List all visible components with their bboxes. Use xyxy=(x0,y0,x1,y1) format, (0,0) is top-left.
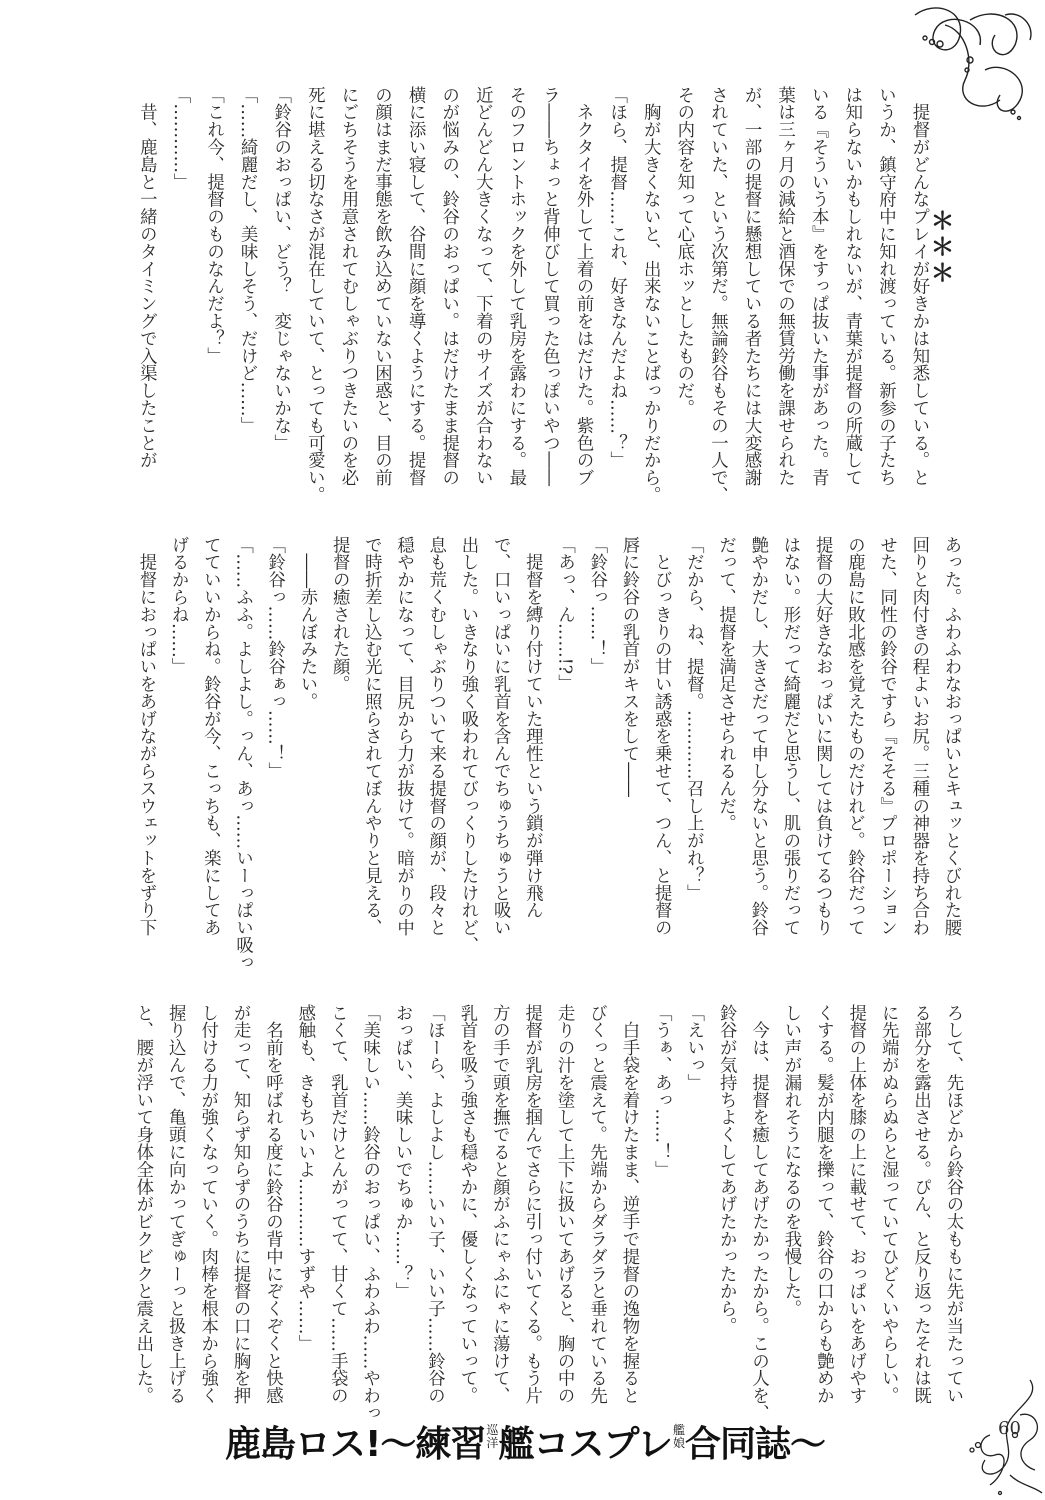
text-column: せた、同性の鈴谷ですら『そそる』プロポーション xyxy=(876,536,897,937)
text-column: に先端がぬらぬらと湿っていてひどくいやらしい。 xyxy=(878,1004,899,1405)
text-column: 死に堪える切なさが混在していて、とっても可愛い。 xyxy=(304,86,325,504)
text-column: てていいからね。鈴谷が今、こっちも、楽にしてあ xyxy=(200,536,221,937)
text-column: そのフロントホックを外して乳房を露わにする。最 xyxy=(505,86,526,487)
text-column: 今は、提督を癒してあげたかったから。この人を、 xyxy=(748,1004,769,1422)
text-column: 「鈴谷のおっぱい、どう？ 変じゃないかな」 xyxy=(270,86,291,452)
text-column: 胸が大きくないと、出来ないことばっかりだから。 xyxy=(640,86,661,504)
text-column: はない。形だって綺麗だと思うし、肌の張りだって xyxy=(779,536,800,937)
text-column: 提督の大好きなおっぱいに関しては負けてるつもり xyxy=(812,536,833,937)
text-column: のが悩みの、鈴谷のおっぱい。はだけたまま提督の xyxy=(438,86,459,487)
text-column: 提督におっぱいをあげながらスウェットをずり下 xyxy=(135,536,156,937)
text-column: いる『そういう本』をすっぱ抜いた事があった。青 xyxy=(808,86,829,487)
text-column: 「えいっ」 xyxy=(683,1004,704,1091)
title-ruby-2 xyxy=(673,1422,685,1450)
text-column: 走りの汁を塗して上下に扱いてあげると、胸の中の xyxy=(554,1004,575,1405)
text-column: 出した。いきなり強く吸われてびっくりしたけれど、 xyxy=(457,536,478,954)
text-column: とびっきりの甘い誘惑を乗せて、つん、と提督の xyxy=(651,536,672,937)
text-column: 提督がどんなプレイが好きかは知悉している。と xyxy=(909,86,929,487)
text-column: いうか、鎮守府中に知れ渡っている。新参の子たち xyxy=(875,86,896,487)
text-column: 穏やかになって、目尻から力が抜けて。暗がりの中 xyxy=(393,536,414,937)
book-title xyxy=(225,1416,825,1467)
text-column: だって、提督を満足させられるんだ。 xyxy=(715,536,736,832)
text-column: くする。髪が内腿を擽って、鈴谷の口からも艶めか xyxy=(813,1004,834,1405)
text-column: は知らないかもしれないが、青葉が提督の所蔵して xyxy=(841,86,862,487)
text-tier-middle xyxy=(130,536,967,971)
section-break-asterisks: ＊＊＊ xyxy=(926,208,955,286)
ruby-top: 巡 xyxy=(486,1422,498,1437)
text-column: 回りと肉付きの程よいお尻。三種の神器を持ち合わ xyxy=(908,536,929,937)
text-column: 名前を呼ばれる度に鈴谷の背中にぞくぞくと快感 xyxy=(262,1004,283,1405)
text-column: ラ――ちょっと背伸びして買った色っぽいやつ―― xyxy=(539,86,560,487)
text-column: げるからね……」 xyxy=(168,536,189,676)
text-column: 「鈴谷っ……！」 xyxy=(586,536,607,676)
text-column: と、腰が浮いて身体全体がビクビクと震え出した。 xyxy=(132,1004,153,1405)
text-column: 横に添い寝して、谷間に顔を導くようにする。提督 xyxy=(405,86,426,487)
text-column: が、一部の提督に懸想している者たちには大変感謝 xyxy=(741,86,762,487)
ruby-top: 艦 xyxy=(673,1422,685,1437)
text-column: おっぱい、美味しいでちゅか……？」 xyxy=(392,1004,413,1300)
text-column: 「鈴谷っ……鈴谷ぁっ……！」 xyxy=(264,536,285,780)
text-column: 「これ今、提督のものなんだよ？」 xyxy=(203,86,224,365)
text-column: 握り込んで、亀頭に向かってぎゅーっと扱き上げる xyxy=(165,1004,186,1405)
title-part-2: 艦コスプレ xyxy=(498,1424,672,1465)
text-column: びくっと震えて。先端からダラダラと垂れている先 xyxy=(586,1004,607,1405)
text-column: 葉は三ヶ月の減給と酒保での無賃労働を課せられた xyxy=(774,86,795,487)
text-column: 「うぁ、あっ……！」 xyxy=(651,1004,672,1178)
text-column: しい声が漏れそうになるのを我慢した。 xyxy=(780,1004,801,1318)
text-column: 息も荒くむしゃぶりついて来る提督の顔が、段々と xyxy=(425,536,446,937)
text-column: 感触も、きもちいいよ…………すずや……」 xyxy=(294,1004,315,1352)
text-column: が走って、知らず知らずのうちに提督の口に胸を押 xyxy=(230,1004,251,1405)
text-column: こくて、乳首だけとんがってて、甘くて……手袋の xyxy=(327,1004,348,1405)
text-column: 「ほら、提督……これ、好きなんだよね……？」 xyxy=(606,86,627,469)
text-column: の顔はまだ事態を飲み込めていない困惑と、目の前 xyxy=(371,86,392,487)
title-ruby-1 xyxy=(486,1422,498,1450)
text-column: その内容を知って心底ホッとしたものだ。 xyxy=(673,86,694,417)
text-column: 「…………」 xyxy=(169,86,190,191)
text-tier-upper xyxy=(129,86,935,506)
text-column: 提督を縛り付けていた理性という鎖が弾け飛ん xyxy=(522,536,543,919)
text-column: る部分を露出させる。ぴん、と反り返ったそれは既 xyxy=(910,1004,931,1405)
text-column: 提督の癒された顔。 xyxy=(329,536,350,693)
text-column: 近どんどん大きくなって、下着のサイズが合わない xyxy=(472,86,493,487)
text-column: 「……ふふ。よしよし。っん、あっ……いーっぱい吸っ xyxy=(232,536,253,971)
text-column: 白手袋を着けたまま、逆手で提督の逸物を握ると xyxy=(618,1004,639,1405)
text-column: で、口いっぱいに乳首を含んでちゅうちゅうと吸い xyxy=(490,536,511,937)
page-number: 60 xyxy=(998,1418,1021,1439)
text-tier-lower xyxy=(126,1004,969,1422)
text-column: ろして、先ほどから鈴谷の太ももに先が当たってい xyxy=(943,1004,963,1405)
text-column: されていた、という次第だ。無論鈴谷もその一人で、 xyxy=(707,86,728,504)
text-column: 「ほーら、よしよし……いい子、いい子……鈴谷の xyxy=(424,1004,445,1405)
text-column: ――赤んぼみたい。 xyxy=(296,536,317,710)
text-column: あった。ふわふわなおっぱいとキュッとくびれた腰 xyxy=(941,536,961,937)
text-column: 「美味しい……鈴谷のおっぱい、ふわふわ……やわっ xyxy=(359,1004,380,1422)
text-column: 提督が乳房を掴んでさらに引っ付いてくる。もう片 xyxy=(521,1004,542,1405)
text-column: 唇に鈴谷の乳首がキスをして―― xyxy=(618,536,639,797)
text-column: で時折差し込む光に照らされてぼんやりと見える、 xyxy=(361,536,382,937)
text-column: にごちそうを用意されてむしゃぶりつきたいのを必 xyxy=(337,86,358,487)
text-column: 昔、鹿島と一緒のタイミングで入渠したことが xyxy=(136,86,157,469)
text-column: 「……綺麗だし、美味しそう、だけど……」 xyxy=(237,86,258,434)
text-column: 艶やかだし、大きさだって申し分ないと思う。鈴谷 xyxy=(747,536,768,937)
title-part-1: 鹿島ロス!～練習 xyxy=(225,1424,486,1465)
corner-flourish-bottom-right-icon xyxy=(960,1375,1045,1500)
text-column: の鹿島に敗北感を覚えたものだけれど。鈴谷だって xyxy=(844,536,865,937)
title-part-3: 合同誌～ xyxy=(685,1424,826,1465)
ruby-bottom: 洋 xyxy=(486,1435,498,1450)
text-column: 鈴谷が気持ちよくしてあげたかったから。 xyxy=(716,1004,737,1335)
text-column: 方の手で頭を撫でると顔がふにゃふにゃに蕩けて、 xyxy=(489,1004,510,1405)
text-column: ネクタイを外して上着の前をはだけた。紫色のブ xyxy=(573,86,594,487)
ruby-bottom: 娘 xyxy=(673,1435,685,1450)
text-column: し付ける力が強くなっていく。肉棒を根本から強く xyxy=(197,1004,218,1405)
text-column: 提督の上体を膝の上に載せて、おっぱいをあげやす xyxy=(845,1004,866,1405)
text-column: 「あっ、ん……!?」 xyxy=(554,536,575,692)
text-column: 乳首を吸う強さも穏やかに、優しくなっていって。 xyxy=(456,1004,477,1405)
text-column: 「だから、ね、提督。…………召し上がれ？」 xyxy=(683,536,704,902)
